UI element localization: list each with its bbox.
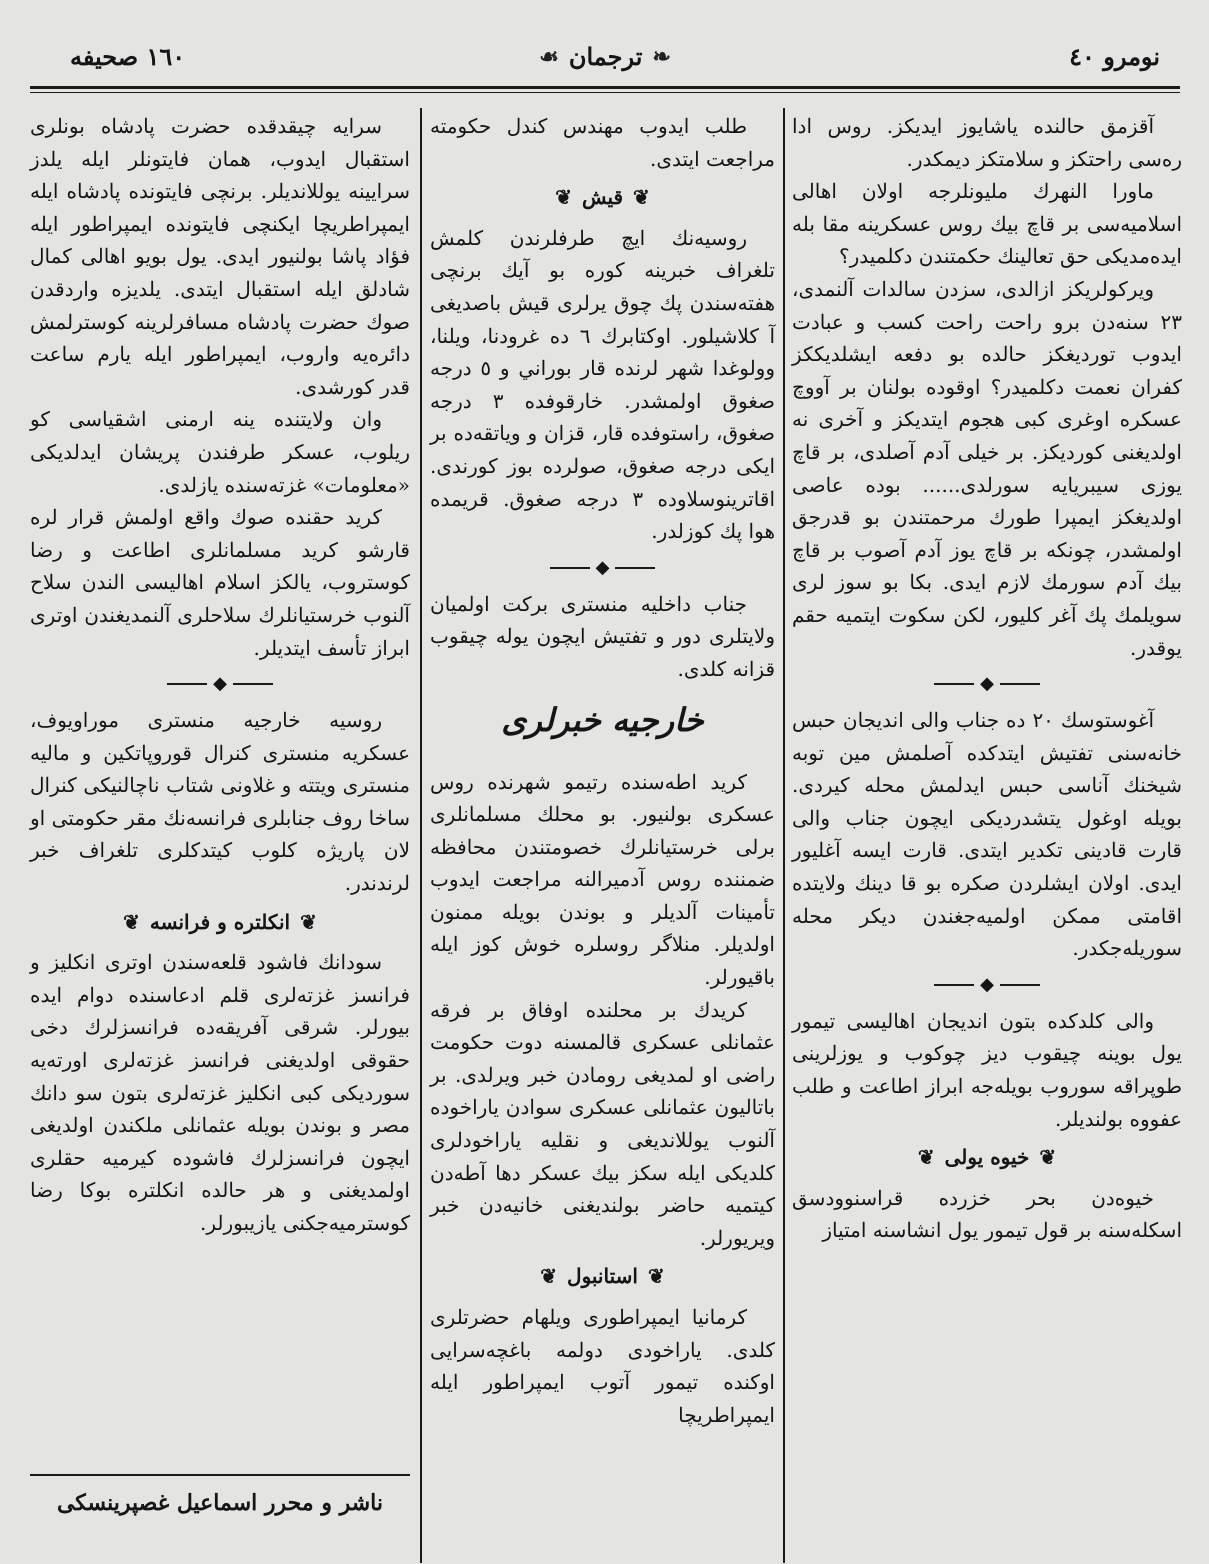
article-paragraph: والی کلدکده بتون اندیجان اهالیسی تیمور یول بوینه چیقوب دیز چوکوب و یوزلرینی طوپراقه سوروب بویله‌جه ابراز اطاعت و طلب عفووه بولندیلر.: [792, 1008, 1182, 1131]
ornament-icon: ☙: [539, 43, 559, 70]
article-paragraph: سرایه چیقدقده حضرت پادشاه بونلری استقبال ایدوب، همان فایتونلر ایله یلدز سرایینه یوللاندیلر. برنچی فایتونده پادشاه ایله ایمپراطریچا ایکنچی فایتونده ایمپراطور ایله فؤاد پاشا بولنیور ایدی. یول بویو اهالی کمال شادلق ایله استقبال ایتدی. یلدیزه واردقدن صوك حضرت پادشاه مسافرلرینه کوسترلمش دائره‌یه واروب، ایمپراطور ایله یارم ساعت قدر کورشدی.: [30, 114, 410, 399]
article-paragraph: آغوستوسك ٢٠ ده جناب والی اندیجان حبس خانه‌سنی تفتیش ایتدکده آصلمش مین توبه شیخنك آناسی حبس ایدلمش محله کیردی. بویله اوغول یتشدردیکی ایچون جناب والی قارت قادینی تکدیر ایتدی. قارت ایسه آغلیور ایدی. اولان ایشلردن صکره بو قا دینك ولایتده اقامتی ممکن اولمیه‌جغندن دیکر محله سوریله‌جکدر.: [792, 708, 1182, 961]
ornament-icon: ❦: [540, 1264, 558, 1289]
issue-number: نومرو ٤٠: [1069, 42, 1160, 71]
article-paragraph: طلب ایدوب مهندس کندل حکومته مراجعت ایتدی.: [430, 114, 775, 171]
article-paragraph: ماورا النهرك ملیونلرجه اولان اهالی اسلامیه‌سی بر قاچ بیك روس عسکرینه مقا بله ایده‌مدیکی حق تعالینك حکمتندن دکلمیدر؟: [792, 179, 1182, 269]
article-paragraph: وان ولایتنده ینه ارمنی اشقیاسی کو ریلوب، عسکر طرفندن پریشان ایدلدیکی «معلومات» غزته‌سنده یازلدی.: [30, 407, 410, 497]
page-number: ١٦٠ صحيفه: [70, 42, 186, 71]
article-paragraph: کریدك بر محلنده اوفاق بر فرقه عثمانلی عسکری قالمسنه دوت حکومت راضی او لمدیغی رومادن خبر ویرلدی. بر باتالیون عثمانلی عسکری سوادن یاراخوده آلنوب یوللاندیغی و نقلیه یاراخودلری کلدیکی ایله سکز بیك عسکر دها آطه‌دن کیتمیه حاضر بولندیغنی خانیه‌دن خبر ویریورلر.: [430, 997, 775, 1250]
section-heading: ❦انکلتره و فرانسه❦: [123, 909, 317, 934]
ornament-icon: ❦: [647, 1264, 665, 1289]
header-rule-thin: [30, 92, 1180, 93]
article-paragraph: جناب داخلیه منستری برکت اولمیان ولایتلری دور و تفتیش ایچون یوله چیقوب قزانه کلدی.: [430, 591, 775, 681]
article-paragraph: روسیه خارجیه منستری موراویوف، عسکریه منستری کنرال قوروپاتکین و مالیه منستری ویتته و غلاونی شتاب ناچالنیکی کنرال ساخا روف جنابلری فرانسه‌نك مقر حکومتی او لان پاریژه کلوب کیتدکلری تلغراف خبر لرندندر.: [30, 708, 410, 896]
column-divider: [420, 108, 422, 1563]
publisher-line: ناشر و محرر اسماعیل غصپرینسکی: [56, 1490, 384, 1516]
article-paragraph: سودانك فاشود قلعه‌سندن اوتری انکلیز و فرانسز غزته‌لری قلم ادعاسنده دوام ایده بیورلر. شرقی آفریقه‌ده فرانسزلرك دخی حقوقی اولدیغنی فرانسز غزته‌لری اورته‌یه سوردیکی کبی انکلیز غزته‌لری بتون سو دانك مصر و بوندن بویله عثمانلی ملکندن اولدیغی ایچون فرانسزلرك فاشوده کیرمیه حقلری اولمدیغنی و هر حالده انکلتره بوکا رضا کوسترمیه‌جکنی یازیبورلر.: [30, 950, 410, 1235]
ornament-icon: ❦: [555, 185, 572, 210]
left-column: [30, 110, 410, 1240]
section-separator: ◆: [792, 672, 1182, 696]
page-header: [30, 40, 1180, 84]
middle-column: [430, 110, 775, 1431]
column-divider: [783, 108, 785, 1563]
article-paragraph: کرید حقنده صوك واقع اولمش قرار لره قارشو کرید مسلمانلری اطاعت و رضا کوستروب، یالکز اسلام اهالیسی الندن سلاح آلنوب خرستیانلرك سلاحلری آلنمدیغندن اوتری ابراز تأسف ایتدیلر.: [30, 505, 410, 660]
ornament-icon: ❦: [1039, 1145, 1057, 1170]
ornament-icon: ❦: [123, 909, 140, 934]
section-separator: ◆: [792, 973, 1182, 997]
header-rule: [30, 86, 1180, 89]
section-separator: ◆: [30, 672, 410, 696]
newspaper-title: ترجمان: [568, 42, 643, 71]
ornament-icon: ❧: [652, 43, 671, 70]
section-heading: ❦استانبول❦: [540, 1264, 665, 1289]
foreign-news-title: خارجیه خبرلری: [501, 700, 704, 739]
article-paragraph: کرمانیا ایمپراطوری ویلهام حضرتلری کلدی. یاراخودی دولمه باغچه‌سرایی اوکنده تیمور آتوب ایمپراطور ایله ایمپراطریچا: [430, 1305, 775, 1427]
masthead: [539, 42, 671, 71]
article-paragraph: آقزمق حالنده یاشایوز ایدیکز. روس ادا رەسی راحتکز و سلامتکز دیمکدر.: [792, 114, 1182, 171]
article-paragraph: کرید اطه‌سنده رتیمو شهرنده روس عسکری بولنیور. بو محلك مسلمانلری برلی خرستیانلرك خصومتندن محافظه ضمننده روس آدمیرالنه مراجعت ایدوب تأمینات آلدیلر و بوندن بویله ممنون اولدیلر. منلاگر روسلره خوش کوز ایله باقیورلر.: [430, 769, 775, 990]
article-paragraph: روسیه‌نك ایچ طرفلرندن کلمش تلغراف خبرینه کوره بو آیك برنچی هفته‌سندن پك چوق یرلری قیش باصدیغی آ کلاشیلور. اوکتابرك ٦ ده غرودنا، ویلنا، وولوغدا شهر لرنده قار بوراني و ٥ درجه صغوق اولمشدر. خارقوفده ٣ درجه صغوق، راستوفده قار، قزان و ویاتقه‌ده بر ایکی درجه صغوق، صولرده بوز کورندی. اقاترینوسلاوده ٣ درجه صغوق. قریمده هوا پك کوزلدر.: [430, 225, 776, 544]
ornament-icon: ❦: [300, 909, 317, 934]
right-column: [792, 110, 1182, 1247]
footer-rule: [30, 1474, 410, 1476]
section-separator: ◆: [430, 556, 775, 580]
ornament-icon: ❦: [633, 185, 650, 210]
article-paragraph: ویرکولریکز ازالدی، سزدن سالدات آلنمدی، ٢٣ سنه‌دن برو راحت راحت کسب و عبادت ایدوب توردیغکز حالده بو دفعه ایشلدیککز کفران نعمت دکلمیدر؟ اوقوده بولنان بر آووچ عسکره اوغری کبی هجوم ایتدیکز و آخری نه اولدیغنی کوردیکز. بر خیلی آدم آصلدی، بر قاچ یوزی سیبریایه سورلدی...... بوده عاصی اولدیغکز ایمپرا طورك مرحمتندن بو قدرجق اولمشدر، چونکه بر قاچ یوز آدم آصوب بر قاچ بیك آدم سورمك لازم ایدی. بکا بو سوز لری سویلمك پك آغر کلیور، لکن سکوت ایتمیه حقم یوقدر.: [792, 276, 1182, 660]
section-heading: ❦خیوه یولی❦: [917, 1145, 1057, 1170]
article-paragraph: خیوه‌دن بحر خزرده قراسنوودسق اسکله‌سنه بر قول تیمور یول انشاسنه امتیاز: [792, 1185, 1182, 1243]
ornament-icon: ❦: [917, 1145, 935, 1170]
section-heading: ❦قیش❦: [555, 185, 650, 210]
